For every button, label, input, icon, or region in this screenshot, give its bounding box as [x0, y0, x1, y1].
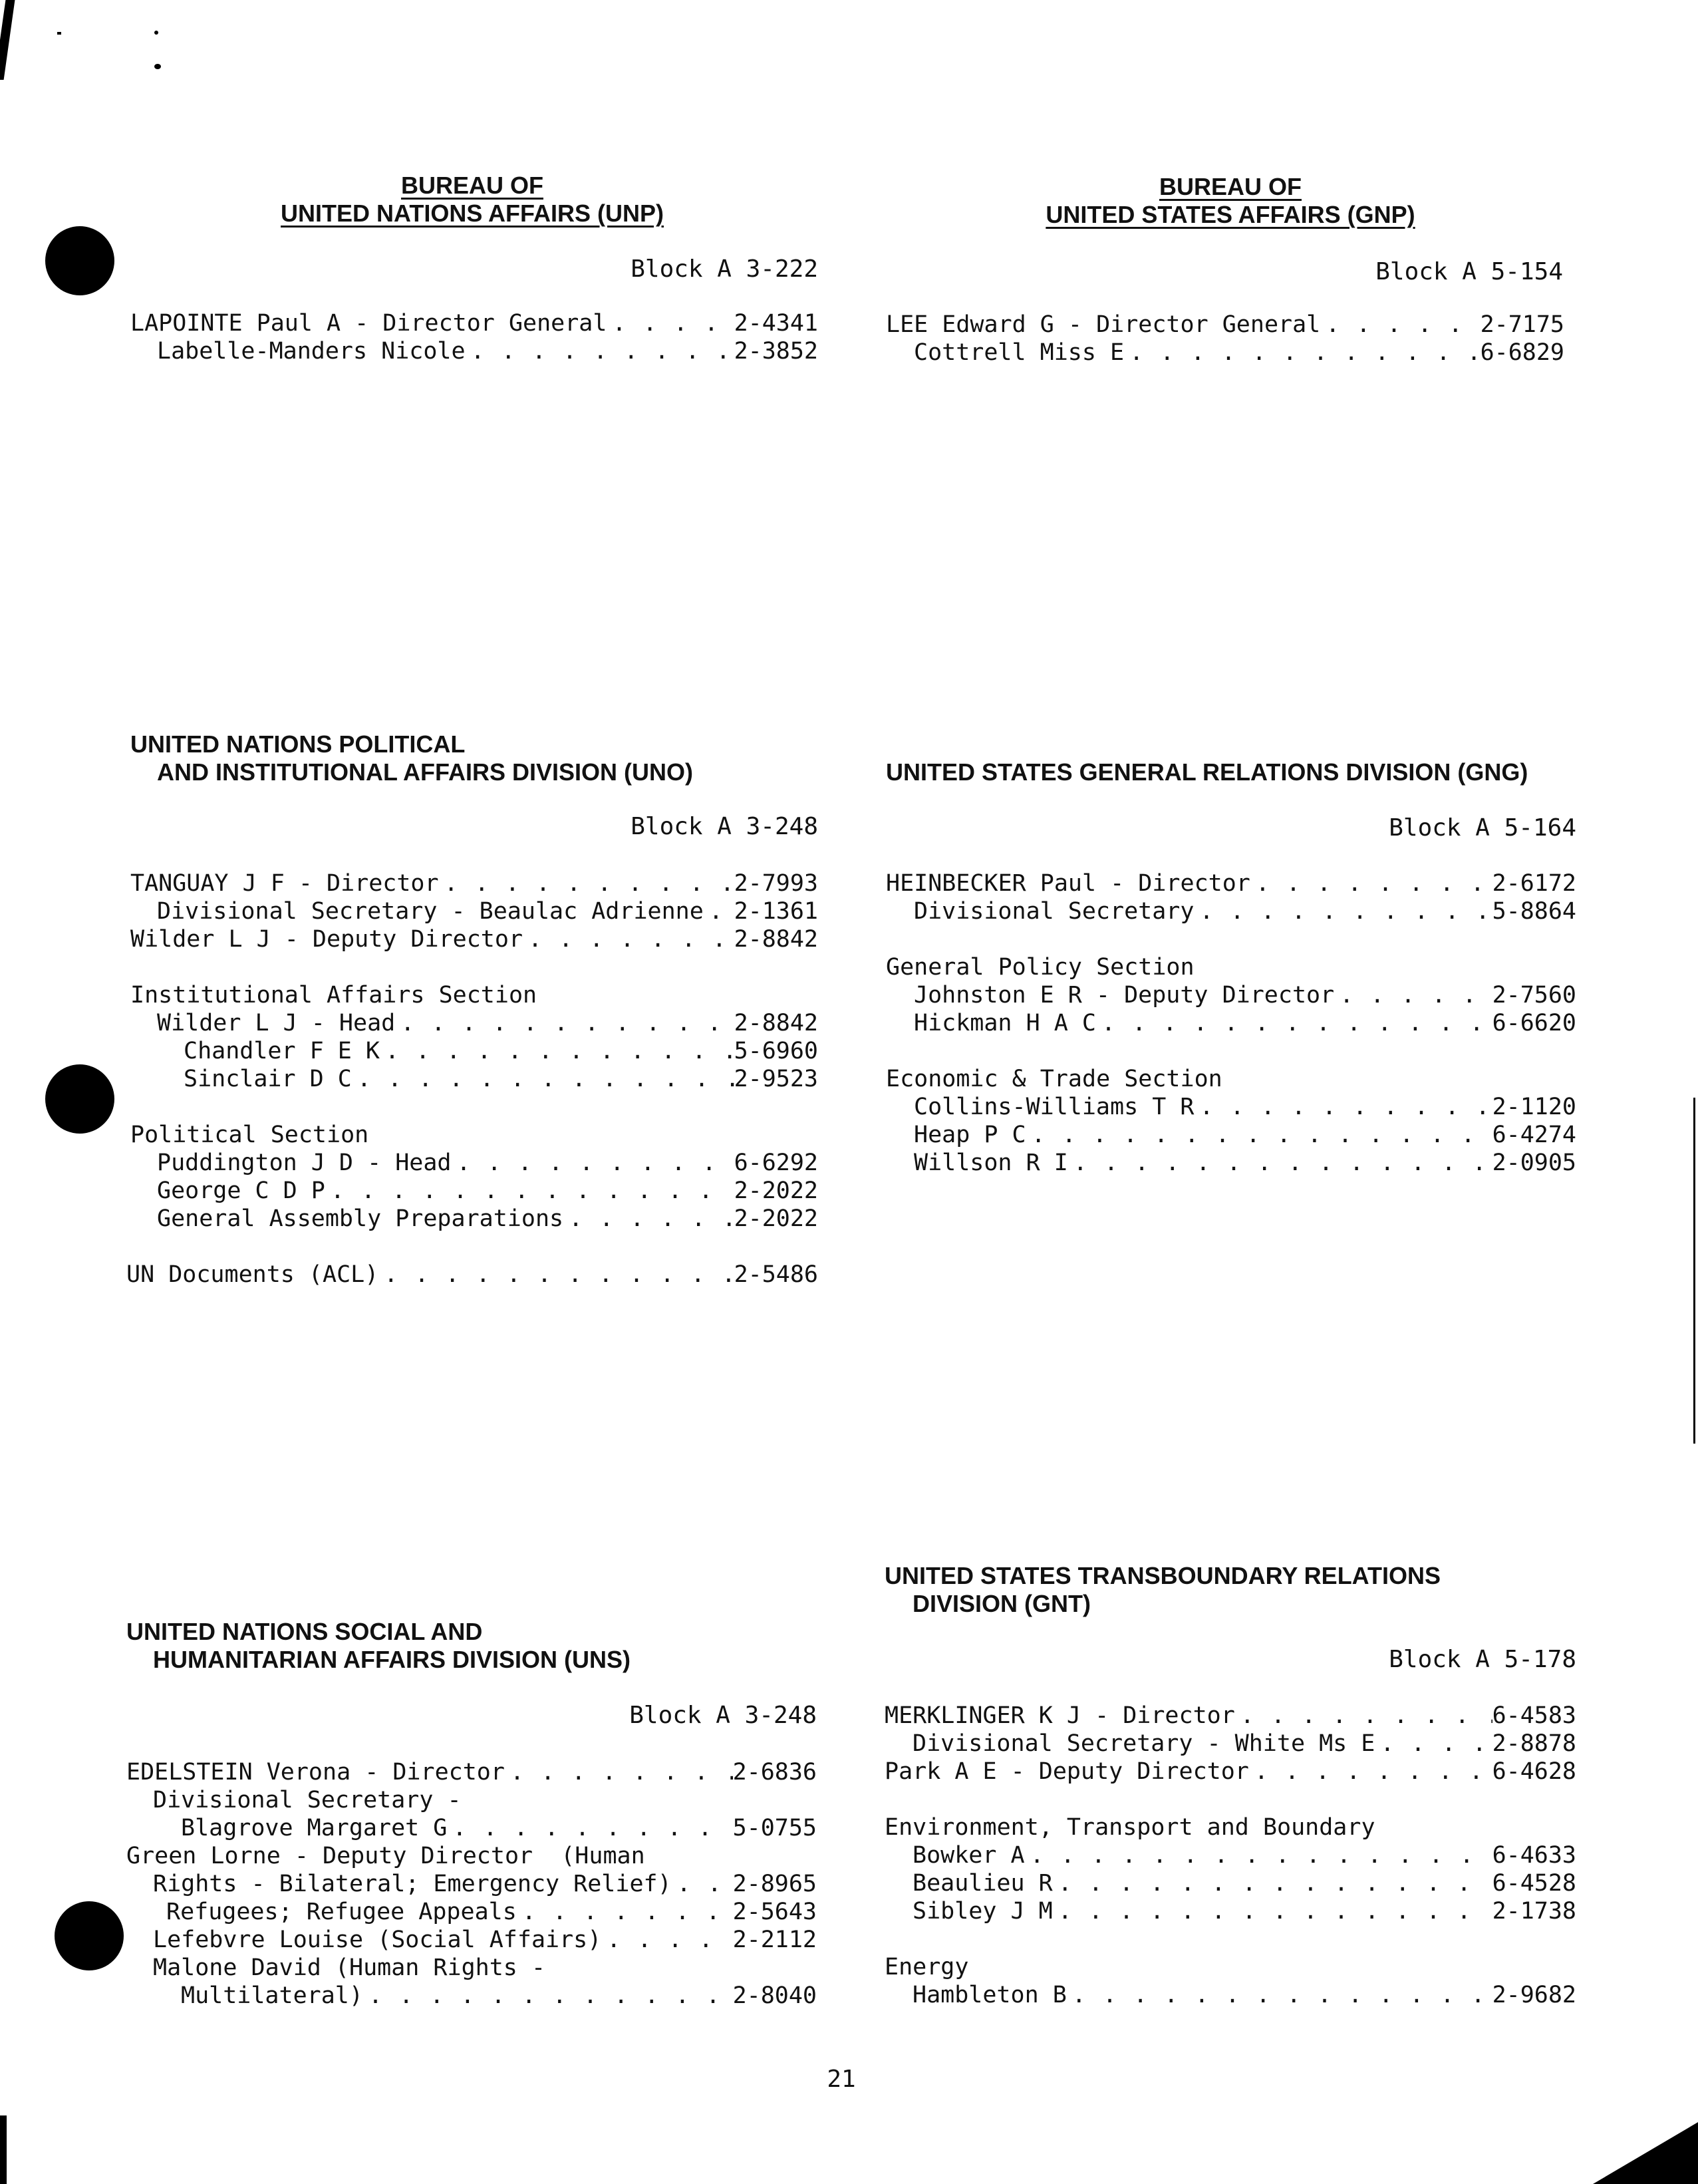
- entry-name: LEE Edward G - Director General: [886, 311, 1321, 338]
- directory-entry: [885, 1758, 1576, 1786]
- directory-entry: [913, 1897, 1576, 1925]
- directory-entry: [126, 1758, 817, 1786]
- entry-phone: 6-4633: [1492, 1842, 1576, 1869]
- directory-entry: [885, 1702, 1576, 1730]
- directory-entry: [184, 1037, 818, 1065]
- entry-name: Willson R I: [914, 1150, 1068, 1176]
- entry-text: Divisional Secretary -: [153, 1787, 462, 1813]
- entry-phone: 5-0755: [732, 1815, 817, 1841]
- entry-name: Cottrell Miss E: [914, 339, 1125, 366]
- scan-edge-mark: [1693, 1098, 1695, 1444]
- entry-phone: 2-1120: [1492, 1094, 1576, 1120]
- section-heading: Environment, Transport and Boundary: [885, 1814, 1375, 1841]
- entry-name: Blagrove Margaret G: [181, 1815, 448, 1841]
- directory-entry: [157, 337, 818, 365]
- entry-phone: 2-9682: [1492, 1982, 1576, 2008]
- entry-name: Collins-Williams T R: [914, 1094, 1195, 1120]
- uno-block: Block A 3-248: [631, 813, 818, 840]
- directory-entry: [130, 309, 818, 337]
- entry-phone: 2-9523: [734, 1066, 818, 1092]
- entry-name: UN Documents (ACL): [126, 1261, 379, 1288]
- uns-block: Block A 3-248: [629, 1702, 817, 1729]
- entry-name: Sinclair D C: [184, 1066, 352, 1092]
- directory-entry: [913, 1869, 1576, 1897]
- unp-title-line2: UNITED NATIONS AFFAIRS (UNP): [281, 200, 664, 227]
- page-number: 21: [827, 2066, 856, 2093]
- scan-dot: [154, 31, 158, 35]
- scan-corner: [1593, 2122, 1698, 2184]
- entry-name: Chandler F E K: [184, 1038, 380, 1064]
- entry-name: Park A E - Deputy Director: [885, 1758, 1249, 1785]
- entry-name: Bowker A: [913, 1842, 1025, 1869]
- entry-name: Sibley J M: [913, 1898, 1053, 1925]
- entry-phone: 2-4341: [734, 310, 818, 337]
- entry-phone: 6-4583: [1492, 1702, 1576, 1729]
- entry-text: Green Lorne - Deputy Director (Human: [126, 1843, 645, 1869]
- entry-phone: 2-2112: [732, 1927, 817, 1953]
- gnp-title: [885, 173, 1576, 229]
- entry-name: Hambleton B: [913, 1982, 1067, 2008]
- entry-phone: 5-6960: [734, 1038, 818, 1064]
- directory-entry: [914, 1121, 1576, 1149]
- entry-phone: 6-4528: [1492, 1870, 1576, 1897]
- entry-phone: 2-7560: [1492, 982, 1576, 1009]
- entry-phone: 5-8864: [1492, 898, 1576, 925]
- gng-block: Block A 5-164: [1389, 814, 1576, 842]
- directory-entry: [886, 311, 1564, 339]
- entry-phone: 6-4274: [1492, 1122, 1576, 1148]
- entry-phone: 2-8878: [1492, 1730, 1576, 1757]
- directory-entry: [914, 897, 1576, 925]
- gnp-title-line2: UNITED STATES AFFAIRS (GNP): [1046, 201, 1415, 228]
- entry-phone: 2-8842: [734, 926, 818, 953]
- directory-entry: [130, 925, 818, 953]
- section-heading: General Policy Section: [886, 954, 1195, 981]
- entry-name: Divisional Secretary: [914, 898, 1195, 925]
- directory-entry: [157, 1177, 818, 1205]
- entry-phone: 2-5486: [734, 1261, 818, 1288]
- unp-title: [126, 172, 818, 228]
- entry-name: Refugees; Refugee Appeals: [166, 1899, 517, 1925]
- entry-phone: 6-6292: [734, 1150, 818, 1176]
- entry-name: Rights - Bilateral; Emergency Relief): [153, 1871, 672, 1897]
- gng-title: UNITED STATES GENERAL RELATIONS DIVISION (GNG): [886, 758, 1528, 786]
- directory-entry: [130, 869, 818, 897]
- entry-phone: 2-2022: [734, 1177, 818, 1204]
- directory-entry: [157, 1205, 818, 1233]
- directory-entry: [913, 1981, 1576, 2009]
- punch-hole: [45, 1064, 114, 1134]
- entry-phone: 2-3852: [734, 338, 818, 365]
- entry-name: Beaulieu R: [913, 1870, 1053, 1897]
- entry-name: Wilder L J - Deputy Director: [130, 926, 523, 953]
- gnt-title-line1: UNITED STATES TRANSBOUNDARY RELATIONS: [885, 1562, 1441, 1589]
- directory-entry: [153, 1926, 817, 1954]
- unp-title-line1: BUREAU OF: [401, 172, 543, 199]
- entry-phone: 6-4628: [1492, 1758, 1576, 1785]
- directory-entry: [886, 869, 1576, 897]
- entry-phone: 2-8965: [732, 1871, 817, 1897]
- entry-phone: 2-0905: [1492, 1150, 1576, 1176]
- entry-phone: 2-1361: [734, 898, 818, 925]
- scan-edge-mark: [0, 0, 15, 80]
- section-heading: Economic & Trade Section: [886, 1066, 1222, 1092]
- directory-entry: [914, 1009, 1576, 1037]
- entry-name: TANGUAY J F - Director: [130, 870, 439, 897]
- gnp-block: Block A 5-154: [1375, 258, 1563, 285]
- section-heading: Energy: [885, 1954, 969, 1980]
- entry-text: Malone David (Human Rights -: [153, 1954, 546, 1981]
- directory-entry: [181, 1814, 817, 1842]
- entry-phone: 2-5643: [732, 1899, 817, 1925]
- directory-entry: [157, 1149, 818, 1177]
- entry-name: HEINBECKER Paul - Director: [886, 870, 1250, 897]
- entry-name: General Assembly Preparations: [157, 1205, 564, 1232]
- entry-name: Divisional Secretary - White Ms E: [913, 1730, 1375, 1757]
- entry-name: Labelle-Manders Nicole: [157, 338, 466, 365]
- entry-phone: 2-2022: [734, 1205, 818, 1232]
- entry-name: Johnston E R - Deputy Director: [914, 982, 1335, 1009]
- scan-edge-mark: [0, 2115, 7, 2184]
- uns-title-line2: HUMANITARIAN AFFAIRS DIVISION (UNS): [153, 1646, 631, 1673]
- entry-phone: 2-1738: [1492, 1898, 1576, 1925]
- directory-entry: [126, 1261, 818, 1289]
- directory-entry: [157, 1009, 818, 1037]
- directory-entry: [157, 897, 818, 925]
- punch-hole: [55, 1901, 124, 1970]
- entry-phone: 2-8040: [732, 1982, 817, 2009]
- unp-block: Block A 3-222: [631, 255, 818, 283]
- entry-phone: 2-7993: [734, 870, 818, 897]
- directory-entry: [914, 1149, 1576, 1177]
- entry-name: MERKLINGER K J - Director: [885, 1702, 1235, 1729]
- entry-phone: 2-6836: [732, 1759, 817, 1786]
- directory-entry: [914, 981, 1576, 1009]
- uns-title: [126, 1618, 631, 1674]
- entry-phone: 2-6172: [1492, 870, 1576, 897]
- gnt-title-line2: DIVISION (GNT): [913, 1590, 1091, 1617]
- entry-name: Hickman H A C: [914, 1010, 1096, 1036]
- uno-title-line2: AND INSTITUTIONAL AFFAIRS DIVISION (UNO): [157, 758, 693, 786]
- gnp-title-line1: BUREAU OF: [1159, 173, 1302, 200]
- entry-phone: 6-6620: [1492, 1010, 1576, 1036]
- gnt-block: Block A 5-178: [1389, 1646, 1576, 1673]
- entry-name: Puddington J D - Head: [157, 1150, 452, 1176]
- directory-entry: [914, 339, 1564, 367]
- directory-entry: [153, 1870, 817, 1898]
- punch-hole: [45, 226, 114, 295]
- entry-phone: 6-6829: [1480, 339, 1564, 366]
- uno-title-line1: UNITED NATIONS POLITICAL: [130, 730, 466, 758]
- entry-phone: 2-8842: [734, 1010, 818, 1036]
- entry-name: EDELSTEIN Verona - Director: [126, 1759, 505, 1786]
- directory-entry: [914, 1093, 1576, 1121]
- entry-name: Wilder L J - Head: [157, 1010, 396, 1036]
- entry-name: Divisional Secretary - Beaulac Adrienne: [157, 898, 704, 925]
- directory-entry: [166, 1898, 817, 1926]
- directory-entry: [184, 1065, 818, 1093]
- entry-name: LAPOINTE Paul A - Director General: [130, 310, 607, 337]
- section-heading: Institutional Affairs Section: [130, 982, 537, 1009]
- section-heading: Political Section: [130, 1122, 369, 1148]
- scan-dot: [57, 32, 61, 35]
- directory-entry: [913, 1841, 1576, 1869]
- uns-title-line1: UNITED NATIONS SOCIAL AND: [126, 1618, 483, 1645]
- entry-phone: 2-7175: [1480, 311, 1564, 338]
- entry-name: George C D P: [157, 1177, 325, 1204]
- directory-entry: [913, 1730, 1576, 1758]
- directory-entry: [181, 1982, 817, 2010]
- gnt-title: [885, 1562, 1441, 1618]
- entry-name: Heap P C: [914, 1122, 1026, 1148]
- uno-title: [130, 730, 693, 786]
- scan-dot: [154, 64, 161, 69]
- entry-name: Multilateral): [181, 1982, 363, 2009]
- entry-name: Lefebvre Louise (Social Affairs): [153, 1927, 602, 1953]
